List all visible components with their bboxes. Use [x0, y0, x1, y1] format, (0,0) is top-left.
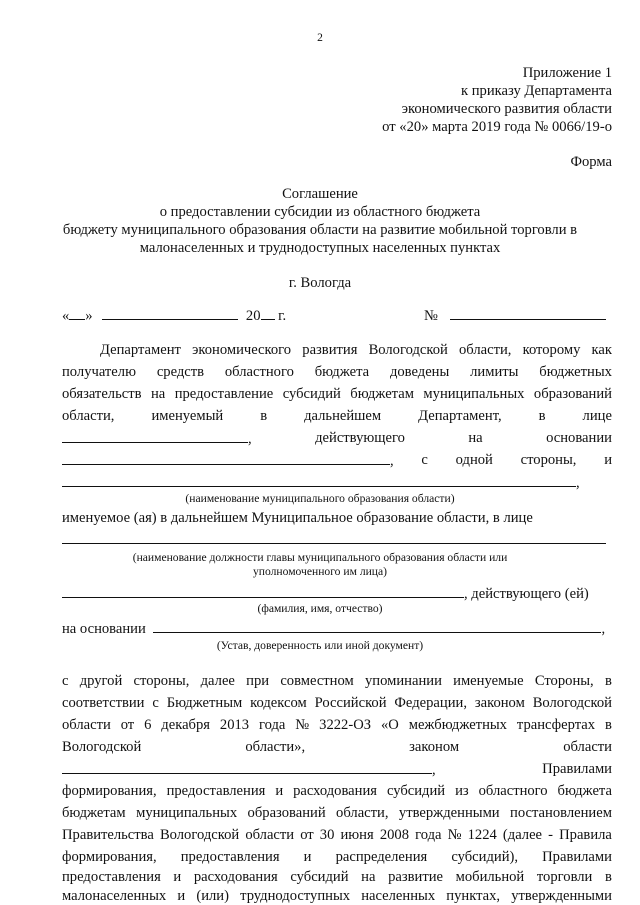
word: области,: [336, 805, 389, 821]
basis-blank[interactable]: [62, 453, 390, 465]
title-line-4: малонаселенных и труднодоступных населенных пунктах: [139, 240, 501, 256]
title-line-2: о предоставлении субсидии из областного бюджета: [159, 204, 481, 220]
word: развитие: [388, 869, 443, 885]
word: 2013: [219, 717, 250, 733]
word: стороны,: [133, 673, 190, 689]
word: распределения: [335, 849, 428, 865]
word: муниципальных: [423, 386, 525, 402]
word: 2008: [379, 827, 409, 843]
para2-line-10: [62, 870, 612, 885]
caption-basis: (Устав, доверенность или иной документ): [216, 639, 424, 652]
word: мобильной: [455, 869, 525, 885]
full-name-blank[interactable]: [62, 586, 464, 598]
form-label: Форма: [570, 154, 612, 170]
word: предоставления: [62, 869, 161, 885]
word: расходования: [193, 869, 278, 885]
word: и: [173, 869, 182, 885]
word: ,: [432, 762, 436, 778]
word: населенных: [361, 888, 436, 904]
word: расходования: [293, 783, 377, 799]
word: и: [604, 452, 612, 468]
word: области: [62, 717, 111, 733]
word: Федерации,: [394, 695, 467, 711]
word: от: [300, 827, 314, 843]
para2-line-3: [62, 718, 612, 733]
word: кодексом: [250, 695, 307, 711]
word: лице: [582, 408, 612, 424]
word: в: [604, 717, 612, 733]
word: одной: [455, 452, 493, 468]
para2-line-1: [62, 674, 612, 689]
named-as-line: именуемое (ая) в дальнейшем Муниципальное образование области, в лице: [62, 510, 533, 526]
para2-line-4: [62, 740, 612, 755]
word: года: [415, 827, 442, 843]
full-name-line: [62, 586, 589, 602]
word: Департамент: [100, 342, 181, 358]
word: субсидий: [290, 869, 349, 885]
word: и: [177, 888, 186, 904]
quote-close: »: [85, 308, 93, 324]
city: г. Вологда: [288, 275, 352, 291]
word: субсидий: [386, 783, 446, 799]
head-position-blank[interactable]: [62, 532, 606, 544]
word: июня: [340, 827, 374, 843]
word: соответствии: [62, 695, 145, 711]
word: года: [258, 717, 286, 733]
para1-line-6: [62, 453, 612, 469]
on-basis-text: на основании: [62, 621, 146, 637]
day-blank[interactable]: [69, 308, 85, 320]
word: бюджета: [314, 364, 370, 380]
head-position-line: [62, 532, 606, 548]
word: дальнейшем: [304, 408, 382, 424]
word: экономического: [192, 342, 292, 358]
number-sign: №: [424, 308, 438, 324]
word: Правилами: [542, 849, 612, 865]
word: бюджета: [557, 783, 612, 799]
word: на: [150, 386, 166, 402]
word: субсидий: [282, 386, 341, 402]
word: ,: [390, 453, 394, 469]
number-blank[interactable]: [450, 308, 606, 320]
word: Вологодской: [532, 695, 612, 711]
word: Российской: [314, 695, 387, 711]
word: декабря: [161, 717, 210, 733]
header-line-3: экономического развития области: [401, 101, 612, 117]
word: основании: [546, 430, 612, 446]
word: ,: [248, 431, 252, 447]
word: упоминании: [365, 673, 442, 689]
word: области: [245, 827, 295, 843]
word: получателю: [62, 364, 136, 380]
word: в: [605, 869, 612, 885]
word: бюджетам: [350, 386, 414, 402]
word: доведены: [389, 364, 450, 380]
word: 3222-ОЗ: [319, 717, 372, 733]
year-prefix: 20: [245, 308, 261, 324]
word: стороны,: [520, 452, 577, 468]
word: Правительства: [62, 827, 154, 843]
title-line-1: Соглашение: [282, 186, 358, 202]
word: межбюджетных: [408, 717, 507, 733]
caption-full-name: (фамилия, имя, отчество): [257, 602, 383, 615]
header-line-1: Приложение 1: [522, 65, 612, 81]
word: в: [604, 673, 612, 689]
on-basis-line: [62, 621, 605, 637]
word: другой: [79, 673, 123, 689]
word: законом: [474, 695, 525, 711]
word: в: [260, 408, 268, 424]
para2-line-11: [62, 889, 612, 904]
word: Вологодской: [368, 342, 448, 358]
word: именуемые: [453, 673, 524, 689]
para2-line-5: [62, 762, 612, 778]
word: области: [563, 739, 612, 755]
word: средств: [156, 364, 205, 380]
quote-open: «: [62, 308, 70, 324]
word: труднодоступных: [240, 888, 351, 904]
year-suffix: г.: [274, 308, 287, 324]
law-blank[interactable]: [62, 762, 432, 774]
word: области»,: [245, 739, 306, 755]
word: областного: [478, 783, 548, 799]
word: предоставления: [166, 783, 266, 799]
word: Департамент,: [418, 408, 502, 424]
para2-line-2: [62, 696, 612, 711]
para1-line-5: [62, 431, 612, 447]
word: утвержденными: [398, 805, 500, 821]
word: формирования,: [62, 783, 157, 799]
word: -: [548, 827, 554, 843]
word: обязательств: [62, 386, 142, 402]
caption-head-position-2: уполномоченного им лица): [252, 565, 388, 578]
word: формирования,: [62, 849, 157, 865]
word: законом: [409, 739, 460, 755]
word: предоставление: [174, 386, 274, 402]
header-line-2: к приказу Департамента: [461, 83, 612, 99]
word: далее: [200, 673, 235, 689]
para2-line-6: [62, 784, 612, 799]
word: именуемый: [151, 408, 224, 424]
word: Вологодской: [62, 739, 142, 755]
word: 30: [319, 827, 335, 843]
word: предоставления: [180, 849, 280, 865]
on-basis-blank[interactable]: [153, 621, 601, 633]
word: Правилами: [542, 761, 612, 777]
word: субсидий),: [451, 849, 519, 865]
word: развития: [302, 342, 358, 358]
para1-line-2: [62, 365, 612, 380]
word: с: [421, 452, 428, 468]
para2-line-8: [62, 828, 612, 843]
caption-head-position-1: (наименование должности главы муниципального образования области или: [132, 551, 508, 564]
word: (далее: [502, 827, 543, 843]
word: на: [361, 869, 376, 885]
word: ,: [601, 621, 606, 637]
word: малонаселенных: [62, 888, 167, 904]
word: совместном: [280, 673, 354, 689]
word: №: [447, 827, 462, 843]
word: образований: [247, 805, 326, 821]
word: с: [62, 673, 69, 689]
para1-line-4: [62, 409, 612, 424]
word: №: [295, 717, 310, 733]
caption-municipality: (наименование муниципального образования области): [185, 492, 455, 505]
word: 6: [144, 717, 152, 733]
word: Вологодской: [159, 827, 240, 843]
word: торговли: [536, 869, 593, 885]
word: области,: [62, 408, 115, 424]
word: от: [120, 717, 135, 733]
para1-line-3: [62, 387, 612, 402]
word: (или): [196, 888, 229, 904]
word: с: [152, 695, 159, 711]
word: областного: [224, 364, 294, 380]
word: которому: [522, 342, 581, 358]
word: в: [538, 408, 546, 424]
word: пунктах,: [446, 888, 501, 904]
word: Правила: [559, 827, 612, 843]
acting-text: , действующего (ей): [464, 586, 589, 602]
word: трансфертах: [516, 717, 596, 733]
word: действующего: [315, 430, 405, 446]
word: «О: [380, 717, 399, 733]
word: и: [275, 783, 284, 799]
month-blank[interactable]: [102, 308, 238, 320]
word: из: [455, 783, 469, 799]
word: постановлением: [510, 805, 612, 821]
word: муниципальных: [136, 805, 238, 821]
para1-line-7: [62, 475, 580, 491]
word: области,: [459, 342, 512, 358]
title-line-3: бюджету муниципального образования области на развитие мобильной торговли в: [62, 222, 578, 238]
para2-line-9: [62, 850, 612, 865]
header-line-4: от «20» марта 2019 года № 0066/19-о: [382, 119, 612, 135]
date-line: [62, 308, 286, 324]
word: Стороны,: [534, 673, 594, 689]
word: ,: [576, 475, 580, 491]
word: образований: [533, 386, 612, 402]
word: как: [591, 342, 612, 358]
word: при: [246, 673, 270, 689]
word: на: [468, 430, 483, 446]
number-line: [424, 308, 606, 324]
municipality-blank[interactable]: [62, 475, 576, 487]
word: 1224: [467, 827, 497, 843]
year-blank[interactable]: [261, 308, 275, 320]
para2-line-7: [62, 806, 612, 821]
word: и: [303, 849, 312, 865]
word: лимиты: [470, 364, 519, 380]
para1-line-1: [100, 343, 612, 358]
word: бюджетам: [62, 805, 126, 821]
word: Бюджетным: [166, 695, 243, 711]
representative-blank[interactable]: [62, 431, 248, 443]
page-number: 2: [317, 32, 323, 44]
word: утвержденными: [511, 888, 612, 904]
word: бюджетных: [539, 364, 612, 380]
